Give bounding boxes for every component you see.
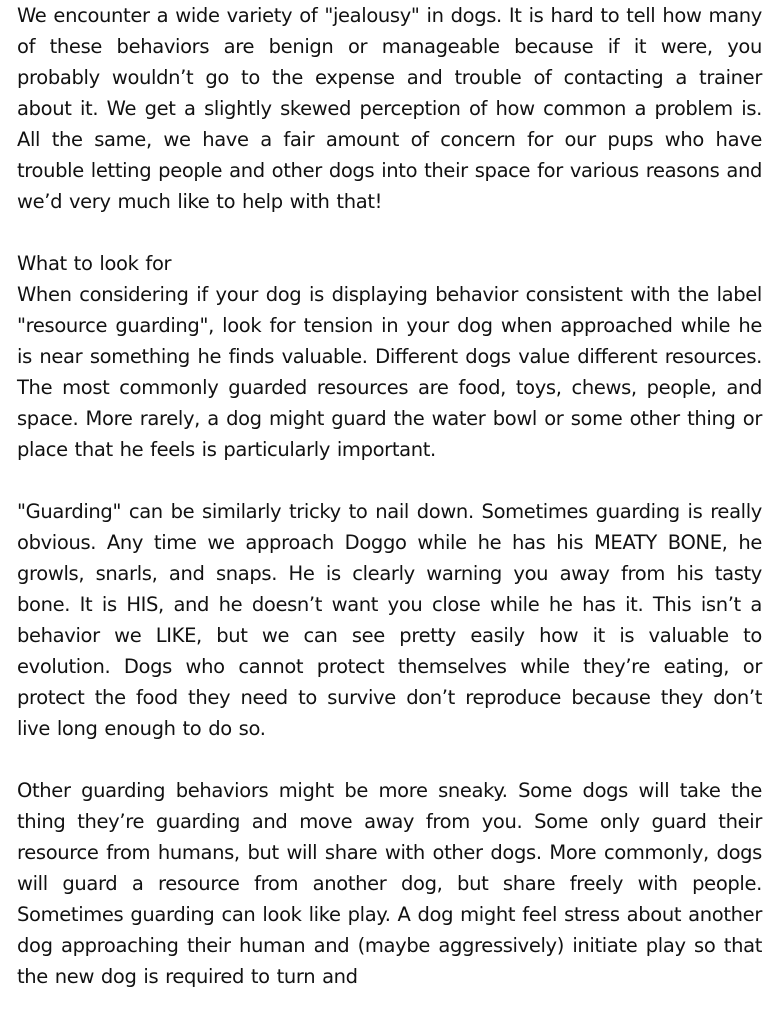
paragraph-gap [17, 744, 762, 775]
paragraph-gap [17, 217, 762, 248]
intro-paragraph: We encounter a wide variety of "jealousy" in dogs. It is hard to tell how many of these behaviors are benign or manageable because if it were, you probably wouldn’t go to the expense and trouble of contacting a trainer about it. We get a slightly skewed perception of how common a problem is. All the same, we have a fair amount of concern for our pups who have trouble letting people and other dogs into their space for various reasons and we’d very much like to help with that! [17, 4, 762, 213]
resource-guarding-paragraph: When considering if your dog is displaying behavior consistent with the label "resource guarding", look for tension in your dog when approached while he is near something he finds valuable. Different dogs value different resources. The most commonly guarded resources are food, toys, chews, people, and space. More rarely, a dog might guard the water bowl or some other thing or place that he feels is particularly important. [17, 283, 762, 461]
sneaky-guarding-paragraph: Other guarding behaviors might be more sneaky. Some dogs will take the thing they’re guarding and move away from you. Some only guard their resource from humans, but will share with other dogs. More commonly, dogs will guard a resource from another dog, but share freely with people. Sometimes guarding can look like play. A dog might feel stress about another dog approaching their human and (maybe aggressively) initiate play so that the new dog is required to turn and [17, 779, 762, 988]
document-page [17, 0, 762, 992]
section-heading: What to look for [17, 252, 172, 275]
guarding-paragraph: "Guarding" can be similarly tricky to nail down. Sometimes guarding is really obvious. Any time we approach Doggo while he has his MEATY BONE, he growls, snarls, and snaps. He is clearly warning you away from his tasty bone. It is HIS, and he doesn’t want you close while he has it. This isn’t a behavior we LIKE, but we can see pretty easily how it is valuable to evolution. Dogs who cannot protect themselves while they’re eating, or protect the food they need to survive don’t reproduce because they don’t live long enough to do so. [17, 500, 762, 740]
paragraph-gap [17, 465, 762, 496]
